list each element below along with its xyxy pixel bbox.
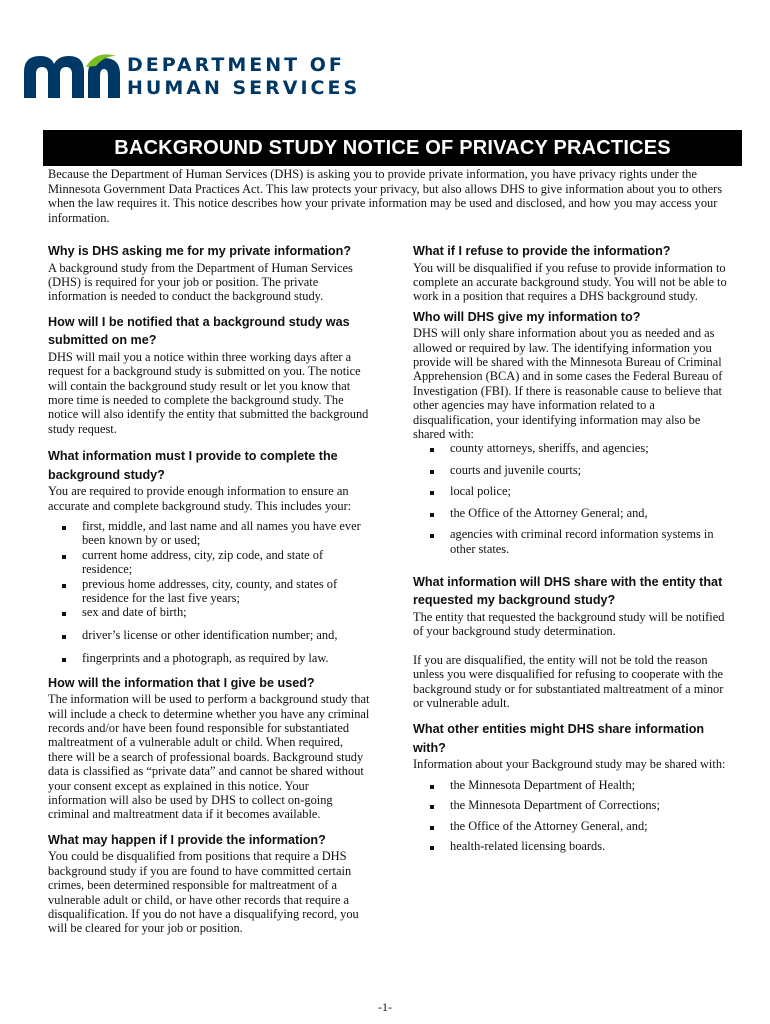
- share-text-1: The entity that requested the background study will be notified of your background study determination.: [413, 609, 725, 639]
- happen-heading: What may happen if I provide the information?: [48, 832, 326, 847]
- bullet-icon: [430, 846, 434, 850]
- left-column: [48, 242, 370, 936]
- notified-heading: How will I be notified that a background study was submitted on me?: [48, 314, 350, 348]
- bullet-icon: [62, 584, 66, 588]
- intro-paragraph: Because the Department of Human Services (DHS) is asking you to provide private information, you have privacy rights under the Minnesota Government Data Practices Act. This law protects your privacy, but also allows DHS to give information about you to others when the law requires it. This notice describes how your private information may be used and disclosed, and how you may access your information.: [48, 167, 723, 225]
- list-item: first, middle, and last name and all names you have ever been known by or used;: [48, 519, 370, 548]
- bullet-icon: [430, 448, 434, 452]
- give-text: DHS will only share information about you as needed and as allowed or required by law. The identifying information you provide will be shared with the Minnesota Bureau of Criminal Apprehension (BCA) and in some cases the Federal Bureau of Investigation (FBI). If there is reasonable cause to believe that other agencies may have information related to a disqualification, your identifying information may also be shared with:: [413, 326, 723, 442]
- bullet-icon: [430, 826, 434, 830]
- share-heading: What information will DHS share with the entity that requested my background study?: [413, 574, 723, 608]
- list-item: health-related licensing boards.: [413, 839, 731, 853]
- refuse-text: You will be disqualified if you refuse to provide information to complete an accurate background study. You will not be able to work in a position that requires a DHS background study.: [413, 260, 727, 304]
- bullet-icon: [430, 513, 434, 517]
- provide-list: [48, 519, 370, 666]
- happen-text: You could be disqualified from positions that require a DHS background study if you are found to have committed certain crimes, been determined responsible for maltreatment of a vulnerable adult or child, or have other records that require a disqualification. If you do not have a disqualifying record, you will be cleared for your job or position.: [48, 849, 359, 936]
- bullet-icon: [430, 534, 434, 538]
- list-item: the Minnesota Department of Corrections;: [413, 798, 731, 812]
- used-text: The information will be used to perform a background study that will include a check to determine whether you have any criminal records and/or have been found responsible for substantiated maltreatment of a vulnerable adult or child. When required, there will be a search of professional boards. Background study data is classified as “private data” and cannot be shared without your consent except as explained in this notice. Your information will also be used by DHS to collect on-going criminal and maltreatment data if it becomes available.: [48, 692, 370, 822]
- bullet-icon: [62, 526, 66, 530]
- bullet-icon: [62, 612, 66, 616]
- bullet-icon: [62, 555, 66, 559]
- org-name-line1: DEPARTMENT OF: [127, 54, 345, 76]
- list-item: the Office of the Attorney General; and,: [413, 506, 731, 520]
- page-number: -1-: [378, 1000, 392, 1014]
- mn-logo-mark-icon: [24, 50, 122, 100]
- list-item: fingerprints and a photograph, as required by law.: [48, 651, 370, 665]
- refuse-heading: What if I refuse to provide the information?: [413, 244, 671, 258]
- list-item: sex and date of birth;: [48, 605, 370, 619]
- other-text: Information about your Background study may be shared with:: [413, 757, 726, 772]
- list-item: driver’s license or other identification number; and,: [48, 628, 370, 642]
- list-item: the Minnesota Department of Health;: [413, 778, 731, 792]
- bullet-icon: [430, 470, 434, 474]
- why-text: A background study from the Department of Human Services (DHS) is required for your job or position. The private information is needed to conduct the background study.: [48, 260, 353, 304]
- share-text-2: If you are disqualified, the entity will not be told the reason unless you were disqualified for refusing to cooperate with the background study or for substantiated maltreatment of a minor or vulnerable adult.: [413, 652, 724, 710]
- document-title: BACKGROUND STUDY NOTICE OF PRIVACY PRACTICES: [43, 130, 742, 166]
- list-item: previous home addresses, city, county, and states of residence for the last five years;: [48, 577, 370, 606]
- bullet-icon: [430, 805, 434, 809]
- why-heading: Why is DHS asking me for my private information?: [48, 244, 352, 258]
- notified-text: DHS will mail you a notice within three working days after a request for a background study is submitted on you. The notice will contain the background study result or let you know that more time is needed to complete the background study. The notice will also identify the entity that submitted the background study request.: [48, 349, 369, 436]
- list-item: agencies with criminal record information systems in other states.: [413, 527, 731, 556]
- dhs-logo: [24, 50, 364, 100]
- give-list: [413, 441, 731, 555]
- list-item: current home address, city, zip code, and state of residence;: [48, 548, 370, 577]
- bullet-icon: [430, 785, 434, 789]
- provide-text: You are required to provide enough information to ensure an accurate and complete background study. This includes your:: [48, 484, 352, 513]
- give-heading: Who will DHS give my information to?: [413, 309, 641, 324]
- bullet-icon: [62, 658, 66, 662]
- other-heading: What other entities might DHS share information with?: [413, 722, 705, 755]
- other-list: [413, 778, 731, 854]
- bullet-icon: [62, 635, 66, 639]
- used-heading: How will the information that I give be used?: [48, 675, 315, 690]
- right-column: [413, 242, 731, 853]
- org-name-line2: HUMAN SERVICES: [127, 77, 361, 99]
- bullet-icon: [430, 491, 434, 495]
- list-item: county attorneys, sheriffs, and agencies;: [413, 441, 731, 455]
- list-item: courts and juvenile courts;: [413, 463, 731, 477]
- list-item: the Office of the Attorney General, and;: [413, 819, 731, 833]
- list-item: local police;: [413, 484, 731, 498]
- provide-heading: What information must I provide to complete the background study?: [48, 449, 338, 482]
